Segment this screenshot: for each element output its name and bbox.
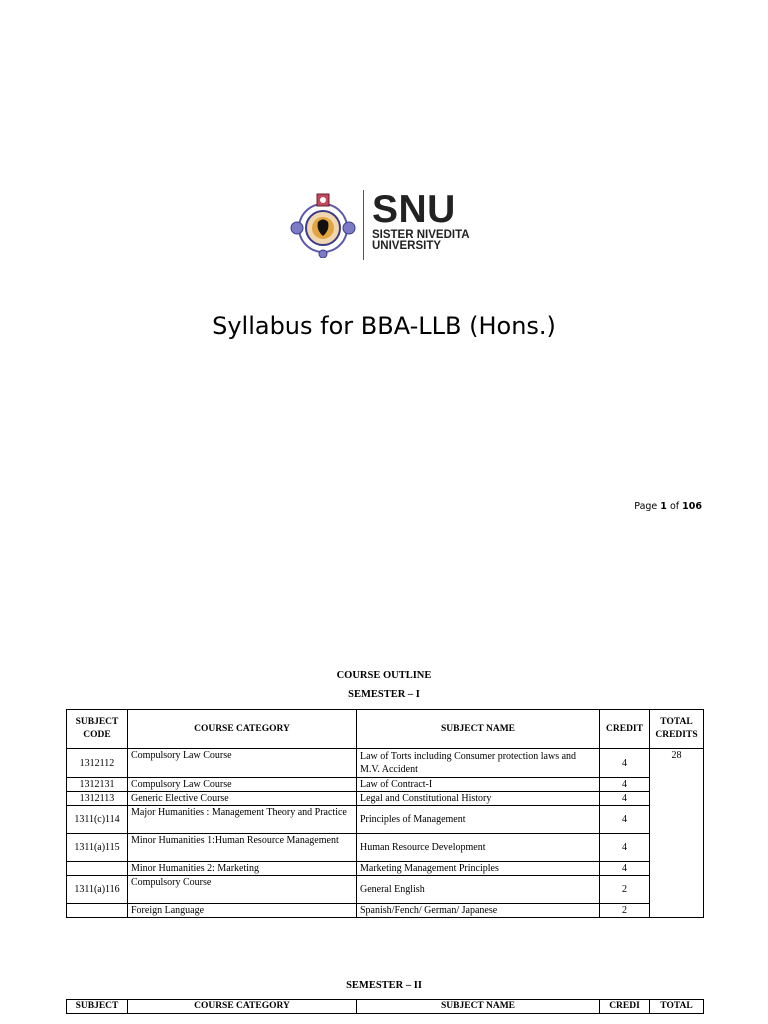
- header-subject-code: SUBJECT: [67, 1000, 128, 1014]
- page-prefix: Page: [634, 501, 658, 512]
- subject-name: Spanish/Fench/ German/ Japanese: [357, 904, 600, 918]
- page-current: 1: [660, 501, 667, 512]
- credit: 4: [600, 862, 650, 876]
- header-subject-name: SUBJECT NAME: [357, 1000, 600, 1014]
- header-total-credits: TOTAL: [650, 1000, 704, 1014]
- subject-name: General English: [357, 876, 600, 904]
- table-row: [67, 876, 704, 904]
- table-row: [67, 778, 704, 792]
- header-total-credits: TOTAL CREDITS: [650, 710, 704, 749]
- credit: 2: [600, 876, 650, 904]
- page-total: 106: [682, 501, 702, 512]
- header-course-category: COURSE CATEGORY: [128, 710, 357, 749]
- university-seal-icon: [290, 192, 356, 258]
- semester-2-table: [66, 999, 704, 1014]
- subject-name: Law of Contract-I: [357, 778, 600, 792]
- page-of: of: [669, 501, 680, 512]
- semester-1-table: [66, 709, 704, 918]
- subject-name: Human Resource Development: [357, 834, 600, 862]
- table-row: [67, 904, 704, 918]
- credit: 4: [600, 778, 650, 792]
- document-title: Syllabus for BBA-LLB (Hons.): [212, 312, 556, 340]
- subject-name: Legal and Constitutional History: [357, 792, 600, 806]
- brand-subtitle-line2: UNIVERSITY: [372, 240, 442, 252]
- credit: 4: [600, 834, 650, 862]
- course-category: Generic Elective Course: [128, 792, 357, 806]
- brand-name: SNU: [372, 188, 456, 231]
- course-outline-heading: COURSE OUTLINE: [336, 670, 432, 681]
- subject-name: Law of Torts including Consumer protection laws and M.V. Accident: [357, 749, 600, 778]
- university-logo: [290, 188, 490, 264]
- table-row: [67, 862, 704, 876]
- course-category: Compulsory Law Course: [128, 778, 357, 792]
- subject-name: Marketing Management Principles: [357, 862, 600, 876]
- header-credit: CREDIT: [600, 710, 650, 749]
- credit: 2: [600, 904, 650, 918]
- semester-1-heading: SEMESTER – I: [348, 689, 420, 700]
- subject-code: [67, 904, 128, 918]
- table-row: [67, 792, 704, 806]
- brand-subtitle-line1: SISTER NIVEDITA: [372, 229, 470, 241]
- credit: 4: [600, 749, 650, 778]
- logo-divider: [363, 190, 364, 260]
- table-row: [67, 806, 704, 834]
- brand-wordmark: [372, 190, 492, 252]
- course-category: Compulsory Course: [128, 876, 357, 904]
- header-subject-name: SUBJECT NAME: [357, 710, 600, 749]
- course-category: Minor Humanities 1:Human Resource Management: [128, 834, 357, 862]
- subject-code: 1311(c)114: [67, 806, 128, 834]
- total-credits: 28: [650, 749, 704, 918]
- subject-name: Principles of Management: [357, 806, 600, 834]
- subject-code: [67, 862, 128, 876]
- table-header-row: [67, 710, 704, 749]
- course-category: Major Humanities : Management Theory and Practice: [128, 806, 357, 834]
- subject-code: 1312131: [67, 778, 128, 792]
- page-number: [634, 501, 702, 512]
- subject-code: 1312112: [67, 749, 128, 778]
- credit: 4: [600, 792, 650, 806]
- subject-code: 1312113: [67, 792, 128, 806]
- header-subject-code: SUBJECT CODE: [67, 710, 128, 749]
- course-category: Foreign Language: [128, 904, 357, 918]
- table-row: [67, 749, 704, 778]
- course-category: Compulsory Law Course: [128, 749, 357, 778]
- header-course-category: COURSE CATEGORY: [128, 1000, 357, 1014]
- course-category: Minor Humanities 2: Marketing: [128, 862, 357, 876]
- header-credit: CREDI: [600, 1000, 650, 1014]
- subject-code: 1311(a)115: [67, 834, 128, 862]
- credit: 4: [600, 806, 650, 834]
- table-header-row: [67, 1000, 704, 1014]
- semester-2-heading: SEMESTER – II: [346, 980, 422, 991]
- table-row: [67, 834, 704, 862]
- subject-code: 1311(a)116: [67, 876, 128, 904]
